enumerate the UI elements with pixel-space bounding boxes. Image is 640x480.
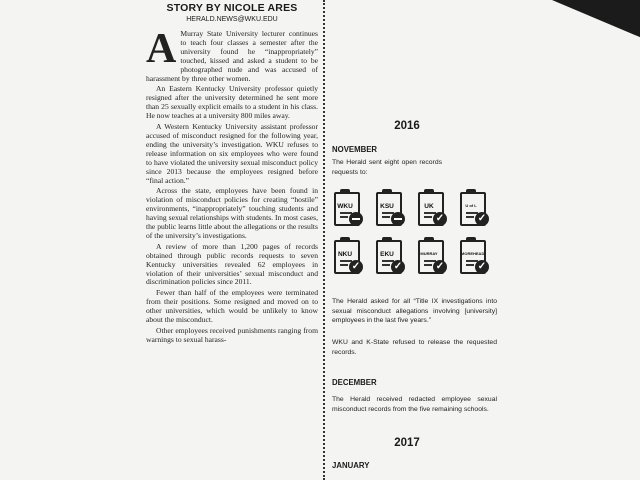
university-label: KSU	[380, 203, 394, 210]
clipboard-line	[340, 264, 348, 266]
december-text: The Herald received redacted employee sexual misconduct records from the five remaining schools.	[332, 396, 497, 413]
year-heading-2017: 2017	[394, 437, 420, 449]
byline: STORY BY NICOLE ARES	[166, 2, 298, 14]
column-divider	[323, 0, 325, 480]
byline-email: HERALD.NEWS@WKU.EDU	[186, 16, 278, 23]
paragraph: A Western Kentucky University assistant professor accused of misconduct resigned for the following year, ending the university’s investigation. WKU refuses to release information on six employees who were found to have violated the university sexual misconduct policy since 2013 because the employees resigned before “final action.”	[146, 122, 318, 185]
clipboard-icon	[375, 188, 403, 228]
month-january: JANUARY	[332, 461, 370, 470]
paragraph: Fewer than half of the employees were terminated from their positions. Some resigned and moved on to other universities, which would be unlikely to know about the misconduct.	[146, 288, 318, 325]
month-december: DECEMBER	[332, 378, 377, 387]
clipboard-line	[382, 216, 390, 218]
clipboard-clip	[466, 237, 476, 242]
check-icon: ✓	[349, 260, 363, 274]
clipboard-clip	[466, 189, 476, 194]
university-label: UK	[424, 203, 434, 210]
check-icon: ✓	[433, 212, 447, 226]
clipboard-line	[424, 264, 432, 266]
check-icon: ✓	[433, 260, 447, 274]
refusal-note: WKU and K-State refused to release the requested records.	[332, 339, 497, 356]
clipboard-clip	[340, 189, 350, 194]
clipboard-line	[382, 264, 390, 266]
university-label: MURRAY	[420, 251, 438, 256]
check-icon: ✓	[475, 212, 489, 226]
month-november: NOVEMBER	[332, 145, 378, 154]
university-label: U of L	[465, 203, 477, 208]
university-label: MOREHEAD	[461, 251, 485, 256]
story-body	[146, 26, 318, 345]
clipboard-line	[466, 216, 474, 218]
clipboard-icon	[459, 188, 487, 228]
records-request-grid	[333, 188, 495, 276]
year-heading-2016: 2016	[394, 120, 420, 132]
clipboard-clip	[424, 189, 434, 194]
clipboard-icon	[333, 188, 361, 228]
clipboard-line	[340, 216, 348, 218]
check-icon: ✓	[475, 260, 489, 274]
university-label: WKU	[337, 203, 353, 210]
clipboard-clip	[424, 237, 434, 242]
clipboard-icon	[333, 236, 361, 276]
clipboard-line	[466, 264, 474, 266]
check-icon: ✓	[391, 260, 405, 274]
november-text: The Herald sent eight open records requests to:	[332, 159, 442, 176]
paragraph-text: Murray State University lecturer continues to teach four classes a semester after the university found he “inappropriately” touched, kissed and asked a student to be photographed nude and was accused of harassment by three other women.	[146, 29, 318, 83]
clipboard-line	[424, 216, 432, 218]
paragraph: An Eastern Kentucky University professor quietly resigned after the university determined he sent more than 25 sexually explicit emails to a student in his class. He now teaches at a university 800 miles away.	[146, 84, 318, 121]
clipboard-icon	[417, 188, 445, 228]
university-label: NKU	[337, 251, 353, 258]
clipboard-clip	[340, 237, 350, 242]
story-column	[146, 0, 318, 347]
clipboard-icon	[417, 236, 445, 276]
request-description: The Herald asked for all “Title IX investigations into sexual misconduct allegations involving [university] employees in the last five years.”	[332, 298, 497, 324]
clipboard-clip	[382, 189, 392, 194]
paragraph: Across the state, employees have been found in violation of misconduct policies for creating “hostile” environments, “inappropriately” touching students and having sexual relationships with students. In most cases, the public learns little about the allegations or the results of the university’s investigations.	[146, 186, 318, 240]
paragraph: A review of more than 1,200 pages of records obtained through public records requests to seven Kentucky universities revealed 62 employees in violation of their universities’ sexual misconduct and discrimination policies since 2011.	[146, 241, 318, 287]
clipboard-icon	[459, 236, 487, 276]
clipboard-clip	[382, 237, 392, 242]
corner-graphic	[552, 0, 640, 38]
paragraph	[146, 26, 318, 83]
paragraph: Other employees received punishments ranging from warnings to sexual harass-	[146, 326, 318, 344]
university-label: EKU	[380, 251, 394, 258]
clipboard-icon	[375, 236, 403, 276]
drop-cap: A	[146, 26, 177, 72]
minus-icon	[391, 212, 405, 226]
minus-icon	[349, 212, 363, 226]
